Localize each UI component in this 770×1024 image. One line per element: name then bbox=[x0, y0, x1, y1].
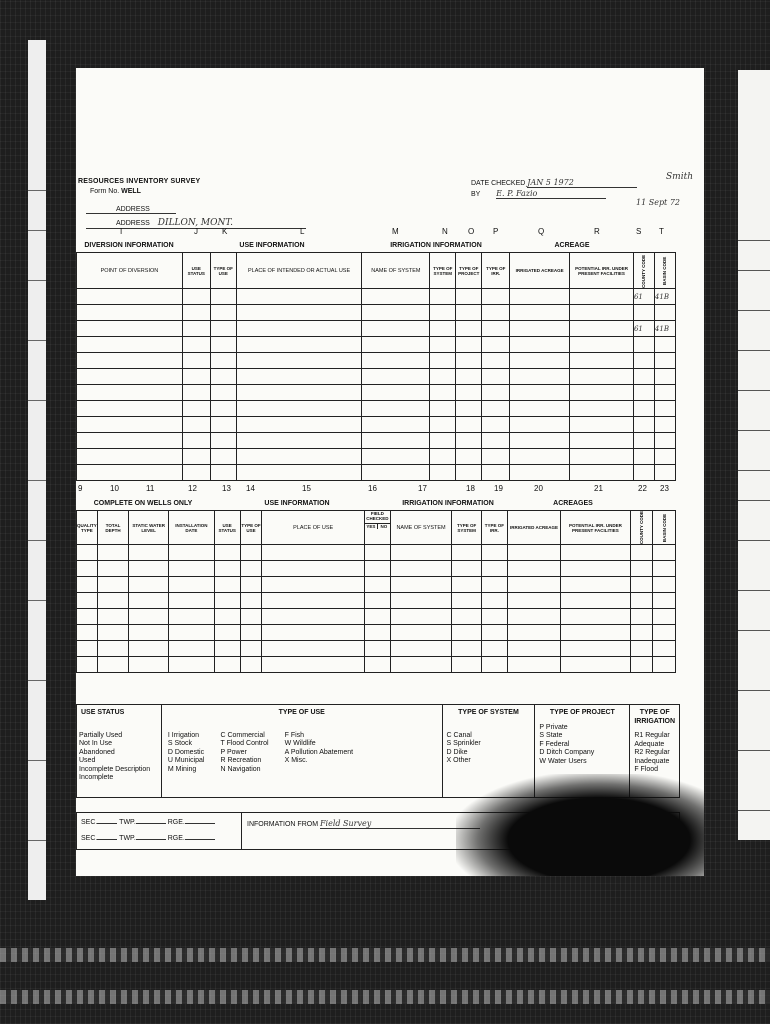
top-group-use: USE INFORMATION bbox=[239, 242, 305, 249]
top-data-table bbox=[76, 252, 676, 481]
bottom-group-acreages: ACREAGES bbox=[553, 500, 593, 507]
table-row bbox=[77, 577, 676, 593]
table-row bbox=[77, 625, 676, 641]
form-number: Form No. WELL bbox=[90, 188, 141, 195]
top-group-irrigation: IRRIGATION INFORMATION bbox=[390, 242, 482, 249]
legend-type-of-project: TYPE OF PROJECT P Private S State F Federal D Ditch Company W Water Users bbox=[535, 705, 630, 797]
table-row bbox=[77, 401, 676, 417]
table-row bbox=[77, 609, 676, 625]
ink-smudge bbox=[456, 774, 704, 876]
checked-by: BY E. P. Fazio bbox=[471, 189, 606, 199]
table-row bbox=[77, 641, 676, 657]
table-row bbox=[77, 657, 676, 673]
county-code-cell: 61 bbox=[633, 321, 654, 337]
handwritten-date: 11 Sept 72 bbox=[636, 198, 680, 207]
table-row bbox=[77, 545, 676, 561]
bottom-data-table bbox=[76, 510, 676, 673]
address-label-1: ADDRESS bbox=[86, 206, 176, 214]
top-header-row: POINT OF DIVERSION USE STATUS TYPE OF USE PLACE OF INTENDED OR ACTUAL USE NAME OF SYSTEM TYPE OF SYSTEM TYPE OF PROJECT TYPE OF IRR. IRRIGATED ACREAGE POTENTIAL IRR. UNDER PRESENT FACILITIES COUNTY CODE BASIN CODE bbox=[77, 253, 676, 289]
top-group-diversion: DIVERSION INFORMATION bbox=[84, 242, 174, 249]
survey-form: RESOURCES INVENTORY SURVEY Form No. WELL ADDRESS ADDRESS DILLON, MONT. DATE CHECKED JAN 5 1972 BY E. P. Fazio Smith 11 Sept 72 I J K L M N O P Q R S T DIVERSION INFORMATION USE INFORMATION IRRIGATION INFORMATION ACREAGE POINT OF DIVERSION USE STATUS TYPE OF USE PLACE OF INTENDED OR ACTUAL USE NAME OF SYSTEM TYPE OF SYSTEM TYPE OF PROJECT TYPE OF IRR. IRRIGATED ACREAGE POTENTIAL IRR. UNDER PRESENT FACILITIES COUNTY CODE BASIN CODE 61 41B 61 41B 9 10 11 12 13 14 15 16 17 18 19 20 21 22 23 COMPLETE ON WELLS ONLY USE INFORMATION IRRIGATION INFORMATION ACREAGES QUALITY TYPE TOTAL DEPTH STATIC WATER LEVEL INSTALLATION DATE USE STATUS TYPE OF USE PLACE OF USE FIELD CHECKED YES NO NAME OF SYSTEM TYPE OF SYSTEM TYPE OF IRR. IRRIGATED ACREAGE POTENTIAL IRR. UNDER PRESENT FACILITIES COUNTY CODE BASIN CODE USE STATUS Partially Used Not In Use Abandoned Used Incomplete Description Incomplete TYPE OF USE I Irrigation S Stock D Domestic U Municipal M Mining C Commercial T Flood Control P Power R Recreation N Navigation F Fish W Wildlife A Pollution Abatement X Misc. TYPE OF SYSTEM C Canal S Sprinkler D Dike X Other TYPE OF PROJECT P Private S State F Federal D Ditch Company W Water Users TYPE OF IRRIGATION R1 Regular Adequate R2 Regular Inadequate F Flood SEC. TWP. RGE. SEC. TWP. RGE. INFORMATION FROM Field Survey bbox=[76, 68, 704, 876]
address-label-2: ADDRESS DILLON, MONT. bbox=[86, 218, 306, 229]
table-row bbox=[77, 385, 676, 401]
basin-code-cell: 41B bbox=[654, 321, 675, 337]
table-row bbox=[77, 305, 676, 321]
legend-type-of-irrigation: TYPE OF IRRIGATION R1 Regular Adequate R2 Regular Inadequate F Flood bbox=[634, 709, 676, 773]
handwritten-name: Smith bbox=[666, 172, 693, 182]
legend-type-of-use: TYPE OF USE I Irrigation S Stock D Domestic U Municipal M Mining C Commercial T Flood Control P Power R Recreation N Navigation F Fish W Wildlife A Pollution Abatement X Misc. bbox=[162, 705, 443, 797]
legend-use-status: USE STATUS Partially Used Not In Use Abandoned Used Incomplete Description Incomplete bbox=[77, 705, 162, 797]
table-row bbox=[77, 561, 676, 577]
table-row bbox=[77, 417, 676, 433]
county-code-cell: 61 bbox=[633, 289, 654, 305]
legend-type-of-system: TYPE OF SYSTEM C Canal S Sprinkler D Dike X Other bbox=[443, 705, 536, 797]
bottom-group-wells: COMPLETE ON WELLS ONLY bbox=[93, 500, 193, 507]
location-row-2: SEC. TWP. RGE. bbox=[81, 835, 215, 842]
table-row bbox=[77, 369, 676, 385]
survey-title: RESOURCES INVENTORY SURVEY bbox=[78, 178, 201, 185]
date-checked: DATE CHECKED JAN 5 1972 bbox=[471, 178, 637, 188]
bottom-header-row: QUALITY TYPE TOTAL DEPTH STATIC WATER LEVEL INSTALLATION DATE USE STATUS TYPE OF USE PLACE OF USE FIELD CHECKED YES NO NAME OF SYSTEM TYPE OF SYSTEM TYPE OF IRR. IRRIGATED ACREAGE POTENTIAL IRR. UNDER PRESENT FACILITIES COUNTY CODE BASIN CODE bbox=[77, 511, 676, 545]
table-row bbox=[77, 353, 676, 369]
location-row-1: SEC. TWP. RGE. bbox=[81, 819, 215, 826]
table-row bbox=[77, 337, 676, 353]
table-row bbox=[77, 465, 676, 481]
information-from: INFORMATION FROM Field Survey bbox=[247, 819, 480, 829]
top-group-acreage: ACREAGE bbox=[554, 242, 590, 249]
right-adjacent-page bbox=[738, 70, 770, 840]
table-row bbox=[77, 321, 676, 337]
film-edge-bottom bbox=[0, 990, 770, 1004]
table-row bbox=[77, 593, 676, 609]
left-adjacent-page bbox=[28, 40, 46, 900]
film-edge-top bbox=[0, 948, 770, 962]
basin-code-cell: 41B bbox=[654, 289, 675, 305]
bottom-group-use: USE INFORMATION bbox=[264, 500, 330, 507]
bottom-group-irrigation: IRRIGATION INFORMATION bbox=[402, 500, 494, 507]
table-row bbox=[77, 433, 676, 449]
table-row bbox=[77, 449, 676, 465]
table-row bbox=[77, 289, 676, 305]
